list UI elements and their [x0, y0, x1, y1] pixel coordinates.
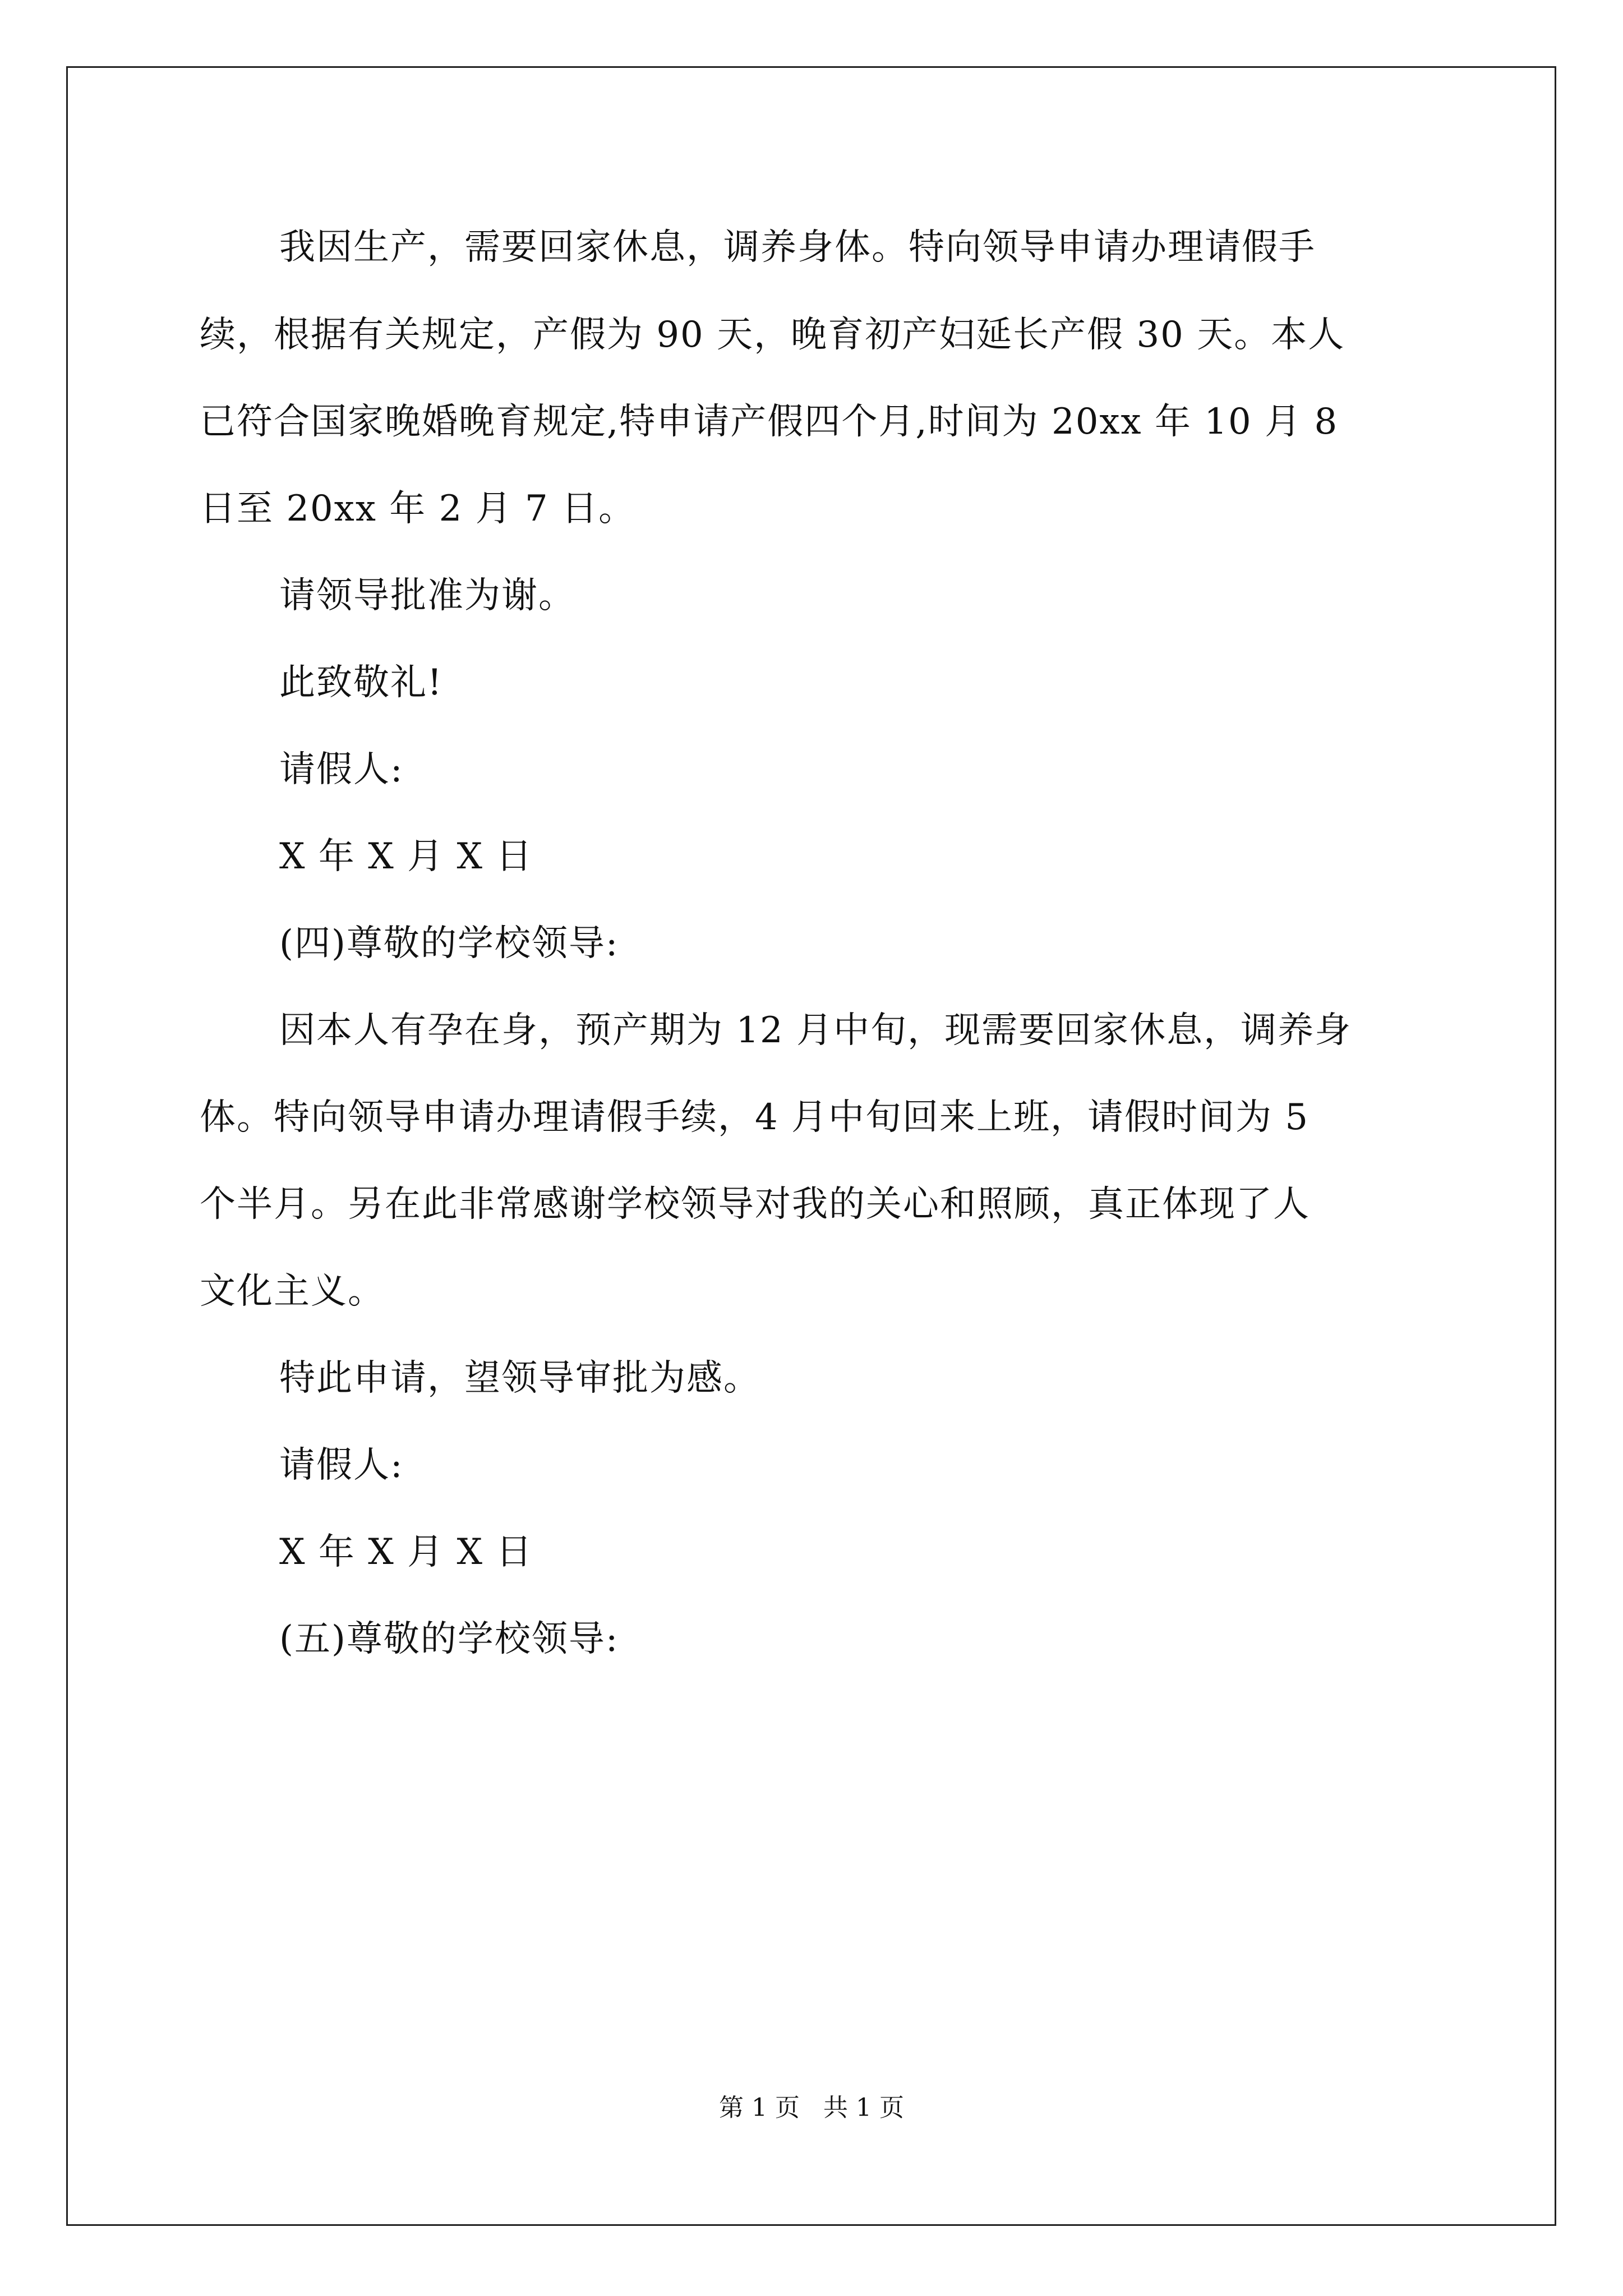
paragraph-line: 因本人有孕在身，预产期为 12 月中旬，现需要回家休息，调养身 — [279, 1010, 1352, 1051]
page-number-footer: 第 1 页 共 1 页 — [719, 2093, 904, 2122]
signature-label: 请假人: — [279, 1444, 404, 1486]
paragraph-line: 文化主义。 — [200, 1271, 385, 1312]
section-heading: (五)尊敬的学校领导: — [279, 1618, 619, 1660]
section-heading: (四)尊敬的学校领导: — [279, 923, 619, 964]
paragraph-line: 我因生产，需要回家休息，调养身体。特向领导申请办理请假手 — [279, 227, 1316, 268]
page-border — [66, 66, 1556, 2226]
paragraph-line: 个半月。另在此非常感谢学校领导对我的关心和照顾，真正体现了人 — [200, 1184, 1310, 1225]
signature-label: 请假人: — [279, 749, 404, 790]
paragraph-line: 体。特向领导申请办理请假手续，4 月中旬回来上班，请假时间为 5 — [200, 1097, 1310, 1138]
paragraph-line: 已符合国家晚婚晚育规定,特申请产假四个月,时间为 20xx 年 10 月 8 — [200, 401, 1339, 443]
date-line: X 年 X 月 X 日 — [279, 836, 533, 877]
date-line: X 年 X 月 X 日 — [279, 1531, 533, 1573]
paragraph-line: 此致敬礼! — [279, 662, 443, 703]
paragraph-line: 请领导批准为谢。 — [279, 575, 575, 616]
paragraph-line: 续，根据有关规定，产假为 90 天，晚育初产妇延长产假 30 天。本人 — [200, 314, 1345, 356]
paragraph-line: 特此申请，望领导审批为感。 — [279, 1358, 760, 1399]
paragraph-line: 日至 20xx 年 2 月 7 日。 — [200, 488, 636, 530]
